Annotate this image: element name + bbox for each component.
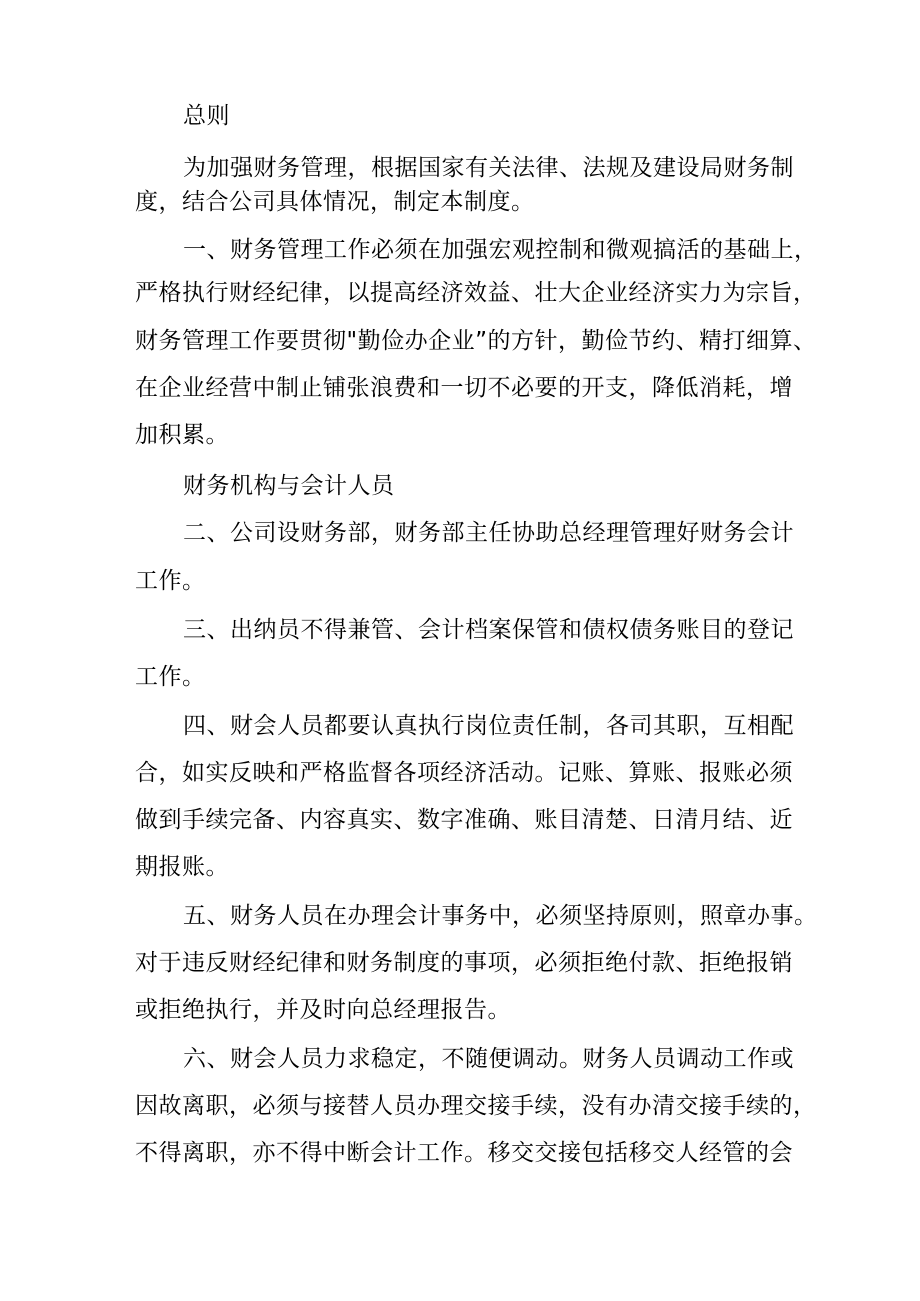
paragraph-line: 期报账。	[135, 854, 229, 880]
paragraph-line: 或拒绝执行，并及时向总经理报告。	[135, 997, 511, 1023]
paragraph-line: 二、公司设财务部，财务部主任协助总经理管理好财务会计	[183, 520, 794, 546]
paragraph-line: 不得离职，亦不得中断会计工作。移交交接包括移交人经管的会	[135, 1140, 793, 1166]
paragraph-line: 四、财会人员都要认真执行岗位责任制，各司其职，互相配	[183, 713, 794, 739]
paragraph-line: 为加强财务管理，根据国家有关法律、法规及建设局财务制	[183, 155, 794, 181]
section-heading: 财务机构与会计人员	[183, 473, 395, 499]
paragraph-line: 因故离职，必须与接替人员办理交接手续，没有办清交接手续的，	[135, 1093, 817, 1119]
paragraph-line: 度，结合公司具体情况，制定本制度。	[135, 189, 535, 215]
paragraph-line: 三、出纳员不得兼管、会计档案保管和债权债务账目的登记	[183, 617, 794, 643]
paragraph-line: 工作。	[135, 664, 206, 690]
paragraph-line: 对于违反财经纪律和财务制度的事项，必须拒绝付款、拒绝报销	[135, 950, 793, 976]
section-heading: 总则	[183, 103, 230, 129]
paragraph-line: 六、财会人员力求稳定，不随便调动。财务人员调动工作或	[183, 1046, 794, 1072]
paragraph-line: 一、财务管理工作必须在加强宏观控制和微观搞活的基础上，	[183, 237, 818, 263]
paragraph-line: 做到手续完备、内容真实、数字准确、账目清楚、日清月结、近	[135, 807, 793, 833]
paragraph-line: 财务管理工作要贯彻"勤俭办企业”的方针，勤俭节约、精打细算、	[135, 328, 817, 354]
paragraph-line: 工作。	[135, 568, 206, 594]
paragraph-line: 严格执行财经纪律，以提高经济效益、壮大企业经济实力为宗旨，	[135, 280, 817, 306]
paragraph-line: 合，如实反映和严格监督各项经济活动。记账、算账、报账必须	[135, 760, 793, 786]
paragraph-line: 五、财务人员在办理会计事务中，必须坚持原则，照章办事。	[183, 903, 818, 929]
paragraph-line: 加积累。	[135, 422, 229, 448]
paragraph-line: 在企业经营中制止铺张浪费和一切不必要的开支，降低消耗，增	[135, 375, 793, 401]
